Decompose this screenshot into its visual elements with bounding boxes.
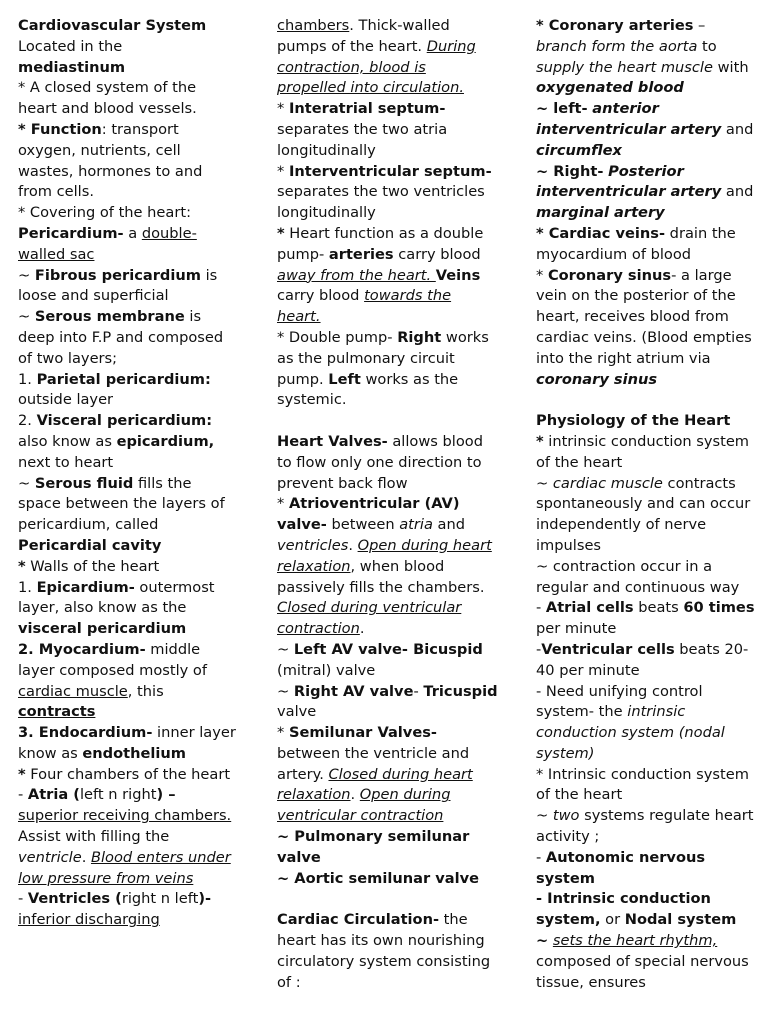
text-run: * — [18, 557, 26, 575]
paragraph — [18, 785, 238, 889]
text-run: right n left — [121, 890, 199, 908]
text-run: coronary sinus — [536, 370, 658, 388]
text-run: separates the two atria longitudinally — [277, 120, 448, 159]
text-run: - — [18, 786, 28, 804]
column-1 — [18, 16, 238, 931]
text-run: * Function — [18, 120, 102, 138]
text-run: inner layer know as — [18, 724, 236, 762]
text-run: ~ — [18, 474, 35, 492]
text-run: drain the myocardium of blood — [536, 224, 736, 263]
text-run: endothelium — [82, 744, 187, 762]
text-run: - — [413, 682, 424, 700]
text-run: Pericardium- — [18, 224, 124, 242]
text-run: ~ — [277, 682, 294, 700]
paragraph — [536, 390, 758, 411]
text-run: systems regulate heart activity ; — [536, 807, 754, 846]
text-run: During contraction, blood is propelled into circulation. — [277, 37, 476, 97]
paragraph — [18, 640, 238, 723]
text-run: anterior interventricular artery — [536, 100, 722, 138]
text-run: ~ left- — [536, 100, 588, 118]
column-2 — [277, 16, 499, 993]
text-run: circumflex — [536, 141, 622, 159]
text-run: * — [277, 224, 285, 242]
text-run: Blood enters under low pressure from veins — [18, 848, 231, 887]
text-run: Parietal pericardium: — [36, 370, 211, 388]
paragraph — [277, 910, 499, 993]
text-run: ~ — [18, 308, 35, 326]
paragraph — [18, 120, 238, 203]
paragraph — [536, 640, 758, 682]
text-run: 2. — [18, 412, 37, 430]
text-run: fills the space between the layers of pericardium, called — [18, 474, 225, 534]
text-run: left n right — [79, 786, 157, 804]
text-run: 2. Myocardium- — [18, 640, 146, 658]
text-run: - — [536, 599, 546, 617]
text-run: . Thick-walled pumps of the heart. — [277, 17, 450, 55]
paragraph — [277, 827, 499, 869]
text-run: middle layer composed mostly of — [18, 640, 207, 679]
text-run: Interatrial septum- — [288, 100, 446, 118]
text-run: cardiac muscle — [552, 474, 663, 492]
text-run: Left — [328, 370, 361, 388]
text-run: Open during heart relaxation — [277, 536, 492, 575]
paragraph — [18, 203, 238, 224]
text-run: arteries — [328, 245, 394, 263]
text-run: Epicardium- — [36, 578, 135, 596]
paragraph — [536, 162, 758, 224]
text-run: marginal artery — [536, 204, 665, 222]
paragraph — [18, 723, 238, 765]
text-run: Serous fluid — [34, 474, 134, 492]
paragraph — [18, 411, 238, 473]
paragraph — [277, 494, 499, 640]
text-run: Walls of the heart — [25, 557, 160, 575]
text-run: ~ — [536, 807, 553, 825]
text-run: Tricuspid — [423, 682, 498, 700]
text-run: Assist with filling the — [18, 828, 170, 846]
text-run: epicardium, — [116, 432, 215, 450]
text-run: works as the pulmonary circuit pump. — [277, 328, 489, 388]
paragraph — [536, 411, 758, 432]
text-run: Open during ventricular contraction — [277, 786, 451, 825]
text-run: ~ — [18, 266, 35, 284]
text-run: * Covering of the heart: — [18, 204, 191, 222]
text-run: Semilunar Valves- — [288, 724, 437, 742]
text-run: intrinsic conduction system of the heart — [536, 432, 750, 471]
text-run: carry blood — [393, 245, 481, 263]
paragraph — [536, 557, 758, 599]
text-run: inferior discharging — [18, 911, 160, 929]
text-run: . — [81, 848, 91, 866]
text-run: beats 20-40 per minute — [536, 640, 749, 679]
text-run: . — [359, 620, 365, 638]
text-run: ~ — [536, 474, 553, 492]
text-run: towards the heart. — [277, 287, 452, 326]
text-run: per minute — [536, 620, 617, 638]
text-run: - a large vein on the posterior of the heart, receives blood from cardiac veins. (Blood empties into the right atrium via — [536, 266, 752, 367]
text-run: Nodal system — [624, 911, 737, 929]
text-run: superior receiving chambers. — [18, 807, 232, 825]
text-run: or — [600, 911, 625, 929]
text-run: Fibrous pericardium — [34, 266, 201, 284]
text-run: , when blood passively fills the chambers. — [277, 557, 485, 596]
text-run: ~ — [536, 932, 549, 950]
paragraph — [277, 640, 499, 682]
paragraph — [18, 889, 238, 931]
text-run: ventricles — [277, 536, 349, 554]
text-run: Atrial cells — [545, 599, 634, 617]
text-run: composed of special nervous tissue, ensures — [536, 952, 749, 991]
paragraph — [536, 266, 758, 391]
text-run: * Double pump- — [277, 328, 398, 346]
text-run: Posterior interventricular artery — [536, 162, 722, 201]
text-run: Closed during ventricular contraction — [277, 599, 462, 638]
text-run: oxygenated blood — [536, 79, 684, 97]
paragraph — [18, 58, 238, 79]
paragraph — [18, 474, 238, 557]
text-run: Interventricular septum- — [288, 162, 492, 180]
text-run: - — [536, 848, 546, 866]
text-run: between the ventricle and artery. — [277, 744, 470, 783]
text-run: * — [536, 266, 548, 284]
text-run: Physiology of the Heart — [536, 412, 731, 430]
text-run: double-walled sac — [18, 224, 197, 263]
text-run: – — [693, 17, 706, 34]
text-run: works as the systemic. — [277, 370, 459, 409]
text-run: : transport oxygen, nutrients, cell wastes, hormones to and from cells. — [18, 120, 203, 201]
text-run: Right — [397, 328, 442, 346]
text-run: ~ Right- — [536, 162, 604, 180]
text-run: away from the heart. — [277, 266, 436, 284]
paragraph — [536, 598, 758, 640]
paragraph — [277, 224, 499, 328]
paragraph — [18, 16, 238, 37]
text-run: Closed during heart relaxation — [277, 765, 473, 804]
text-run: )- — [198, 890, 212, 908]
paragraph — [536, 889, 758, 931]
text-run: - — [18, 890, 28, 908]
text-run: sets the heart rhythm, — [552, 932, 718, 950]
text-run: * — [536, 432, 544, 450]
text-run: * — [277, 100, 289, 118]
text-run: * Coronary arteries — [536, 17, 694, 34]
text-run: * — [18, 765, 26, 783]
text-run: Serous membrane — [34, 308, 185, 326]
paragraph — [277, 889, 499, 910]
text-run: (mitral) valve — [277, 661, 376, 679]
text-run: Heart Valves- — [277, 432, 388, 450]
text-run: Heart function as a double pump- — [277, 224, 484, 263]
column-3 — [536, 16, 758, 993]
paragraph — [536, 682, 758, 765]
text-run: supply the heart muscle — [536, 58, 713, 76]
text-run: * — [277, 495, 289, 513]
text-run: contracts spontaneously and can occur independently of nerve impulses — [536, 474, 751, 554]
text-run: Located in the — [18, 37, 123, 55]
paragraph — [18, 765, 238, 786]
paragraph — [536, 474, 758, 557]
paragraph — [277, 682, 499, 724]
text-run: and — [721, 183, 754, 201]
text-run: Autonomic nervous system — [536, 848, 706, 887]
text-run: outside layer — [18, 391, 114, 409]
paragraph — [18, 78, 238, 120]
text-run: * — [277, 724, 289, 742]
text-run: and — [721, 120, 754, 138]
paragraph — [277, 162, 499, 224]
text-run: - Need unifying control system- the — [536, 682, 703, 721]
text-run: ~ Pulmonary semilunar valve — [277, 828, 470, 866]
text-run: branch form the aorta — [536, 37, 698, 55]
text-run: also know as — [18, 432, 117, 450]
paragraph — [536, 848, 758, 890]
paragraph — [18, 370, 238, 412]
text-run: atria — [399, 516, 433, 534]
text-run: 1. — [18, 578, 37, 596]
text-run: and — [432, 516, 466, 534]
text-run: - — [536, 640, 542, 658]
paragraph — [536, 931, 758, 993]
paragraph — [536, 432, 758, 474]
text-run: allows blood to flow only one direction to prevent back flow — [277, 432, 483, 492]
text-run: visceral pericardium — [18, 620, 187, 638]
paragraph — [277, 723, 499, 827]
text-run: Atria ( — [27, 786, 80, 804]
paragraph — [18, 37, 238, 58]
text-run: ~ Aortic semilunar valve — [277, 869, 480, 887]
text-run: with — [712, 58, 749, 76]
text-run: carry blood — [277, 287, 365, 305]
text-run: valve — [277, 703, 317, 721]
paragraph — [536, 806, 758, 848]
paragraph — [277, 432, 499, 494]
text-run: Cardiac Circulation- — [277, 911, 440, 929]
text-run: , this — [127, 682, 164, 700]
text-run: - Intrinsic conduction system, — [536, 890, 711, 929]
text-run: Left AV valve- Bicuspid — [293, 640, 483, 658]
text-run: * Intrinsic conduction system of the heart — [536, 765, 749, 804]
text-run: between — [326, 516, 400, 534]
text-run: ~ contraction occur in a regular and continuous way — [536, 557, 740, 596]
text-run: 60 times — [683, 599, 755, 617]
paragraph — [18, 578, 238, 640]
text-run: is deep into F.P and composed of two layers; — [18, 308, 224, 367]
paragraph — [536, 765, 758, 807]
text-run: Pericardial cavity — [18, 536, 162, 554]
paragraph — [277, 328, 499, 411]
text-run: . — [348, 536, 358, 554]
text-run: Ventricular cells — [541, 640, 675, 658]
paragraph — [277, 16, 499, 99]
text-run: the heart has its own nourishing circulatory system consisting of : — [277, 911, 491, 991]
text-run: is loose and superficial — [18, 266, 218, 305]
text-run: two — [552, 807, 580, 825]
paragraph — [18, 307, 238, 369]
text-run: 3. Endocardium- — [18, 724, 153, 742]
text-run: Ventricles ( — [27, 890, 122, 908]
text-run: Atrioventricular (AV) valve- — [277, 495, 460, 534]
text-run: * Cardiac veins- — [536, 224, 666, 242]
text-run: * A closed system of the heart and blood vessels. — [18, 79, 197, 118]
text-run: ) – — [156, 786, 176, 804]
text-run: contracts — [18, 703, 96, 721]
text-run: cardiac muscle — [18, 682, 128, 700]
text-run: ~ — [277, 640, 294, 658]
paragraph — [277, 411, 499, 432]
text-run: mediastinum — [18, 58, 126, 76]
text-run: chambers — [277, 17, 350, 34]
text-run: Four chambers of the heart — [25, 765, 231, 783]
paragraph — [536, 224, 758, 266]
text-run: next to heart — [18, 453, 114, 471]
paragraph — [18, 224, 238, 266]
text-run: intrinsic conduction system (nodal system) — [536, 703, 725, 762]
text-run: ventricle — [18, 848, 82, 866]
paragraph — [536, 16, 758, 99]
paragraph — [277, 99, 499, 161]
paragraph — [277, 869, 499, 890]
text-run: Veins — [435, 266, 481, 284]
text-run: separates the two ventricles longitudinally — [277, 183, 485, 222]
text-run: a — [123, 224, 142, 242]
paragraph — [18, 557, 238, 578]
text-run: Cardiovascular System — [18, 17, 207, 34]
text-run: outermost layer, also know as the — [18, 578, 215, 617]
text-run: Right AV valve — [293, 682, 414, 700]
paragraph — [18, 266, 238, 308]
paragraph — [536, 99, 758, 161]
text-run: 1. — [18, 370, 37, 388]
text-run: beats — [633, 599, 684, 617]
text-run: . — [350, 786, 360, 804]
text-run: Coronary sinus — [547, 266, 672, 284]
text-run: to — [697, 37, 717, 55]
text-run: Visceral pericardium: — [36, 412, 213, 430]
text-run: * — [277, 162, 289, 180]
